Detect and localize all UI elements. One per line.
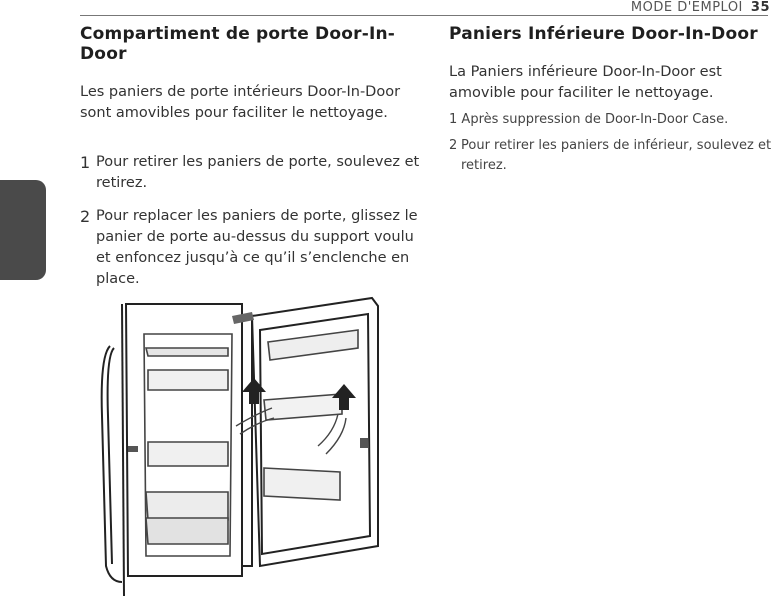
step-text: Pour retirer les paniers de inférieur, soulevez et retirez. [461, 138, 772, 173]
page-number: 35 [750, 0, 770, 15]
language-tab [0, 180, 46, 280]
left-column [80, 24, 420, 290]
step-number: 2 [80, 207, 91, 226]
refrigerator-door-illustration [92, 296, 392, 602]
door-hinge [360, 438, 368, 448]
left-intro: Les paniers de porte intérieurs Door-In-Door sont amovibles pour faciliter le nettoyage. [80, 84, 401, 121]
left-step-1 [80, 152, 420, 194]
right-column [449, 24, 776, 176]
door-handle-latch [128, 446, 138, 452]
page-header [631, 0, 770, 15]
refrigerator-illustration-svg [92, 296, 392, 602]
step-number: 1 [80, 153, 91, 172]
left-step-2 [80, 206, 420, 290]
right-section-title: Paniers Inférieure Door-In-Door [449, 24, 758, 44]
step-text: Pour replacer les paniers de porte, glissez le panier de porte au-dessus du support voulu et enfoncez jusqu’à ce qu’il s’enclenche en place. [96, 208, 418, 287]
step-text: Pour retirer les paniers de porte, soulevez et retirez. [96, 154, 420, 191]
right-step-1 [449, 110, 776, 130]
step-number: 1 [449, 112, 458, 127]
right-intro: La Paniers inférieure Door-In-Door est amovible pour faciliter le nettoyage. [449, 64, 722, 101]
header-divider [80, 15, 768, 16]
left-section-title: Compartiment de porte Door-In-Door [80, 24, 396, 64]
step-text: Après suppression de Door-In-Door Case. [461, 112, 729, 127]
step-number: 2 [449, 138, 458, 153]
section-title: MODE D'EMPLOI [630, 0, 743, 15]
right-step-2 [449, 136, 776, 176]
language-label: FRANÇAIS [26, 280, 46, 385]
